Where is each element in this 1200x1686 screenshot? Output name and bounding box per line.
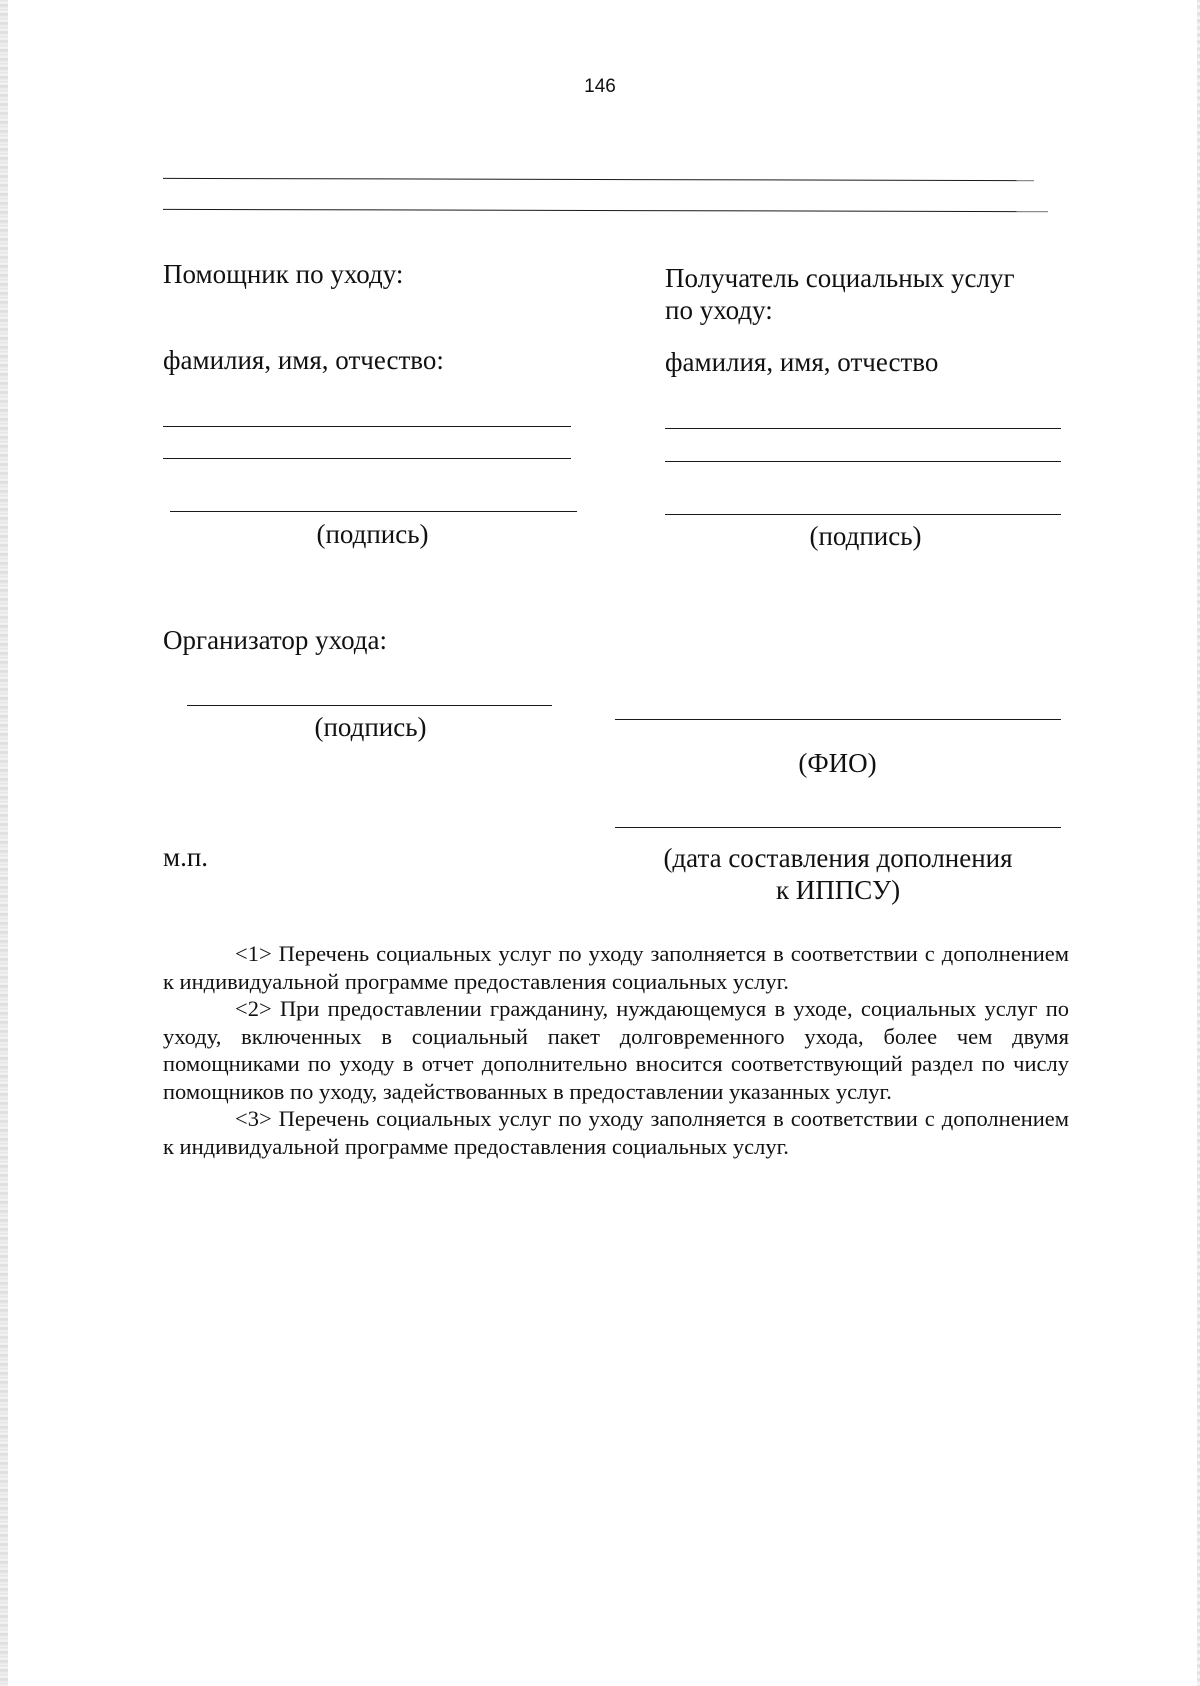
date-line xyxy=(615,827,1061,828)
footnotes xyxy=(163,940,1069,1160)
recipient-fio-line-2 xyxy=(665,461,1061,462)
footnote-3: <3> Перечень социальных услуг по уходу заполняется в соответствии с дополнением к индивидуальной программе предоставления социальных услуг. xyxy=(163,1106,1069,1159)
organizer-signature-caption: (подпись) xyxy=(314,712,427,742)
top-blank-line-1 xyxy=(163,178,1034,181)
organizer-heading: Организатор ухода: xyxy=(163,625,388,655)
organizer-signature-line xyxy=(187,705,552,706)
top-blank-line-2 xyxy=(163,209,1048,212)
organizer-fio-caption: (ФИО) xyxy=(798,748,877,778)
recipient-signature-caption: (подпись) xyxy=(809,521,922,551)
recipient-fio-line-1 xyxy=(665,428,1061,429)
stamp-label: м.п. xyxy=(163,842,209,872)
page-number: 146 xyxy=(584,76,616,97)
organizer-fio-line xyxy=(615,719,1061,720)
recipient-heading-line-1: Получатель социальных услуг xyxy=(665,263,1015,293)
caregiver-heading: Помощник по уходу: xyxy=(163,259,404,289)
caregiver-fio-line-1 xyxy=(163,426,571,427)
date-caption-line-1: (дата составления дополнения xyxy=(663,843,1013,873)
recipient-heading-line-2: по уходу: xyxy=(665,295,773,325)
caregiver-fio-line-2 xyxy=(163,458,571,459)
caregiver-signature-line xyxy=(170,511,577,512)
scan-edge-left xyxy=(0,0,8,1686)
date-caption-line-2: к ИППСУ) xyxy=(775,875,901,905)
caregiver-signature-caption: (подпись) xyxy=(316,519,429,549)
footnote-1: <1> Перечень социальных услуг по уходу заполняется в соответствии с дополнением к индивидуальной программе предоставления социальных услуг. xyxy=(163,941,1069,994)
recipient-fio-label: фамилия, имя, отчество xyxy=(665,347,939,377)
footnote-2: <2> При предоставлении гражданину, нуждающемуся в уходе, социальных услуг по уходу, включенных в социальный пакет долговременного ухода, более чем двумя помощниками по уходу в отчет дополнительно вносится соответствующий раздел по числу помощников по уходу, задействованных в предоставлении указанных услуг. xyxy=(163,996,1069,1104)
caregiver-fio-label: фамилия, имя, отчество: xyxy=(163,345,444,375)
recipient-signature-line xyxy=(665,514,1061,515)
